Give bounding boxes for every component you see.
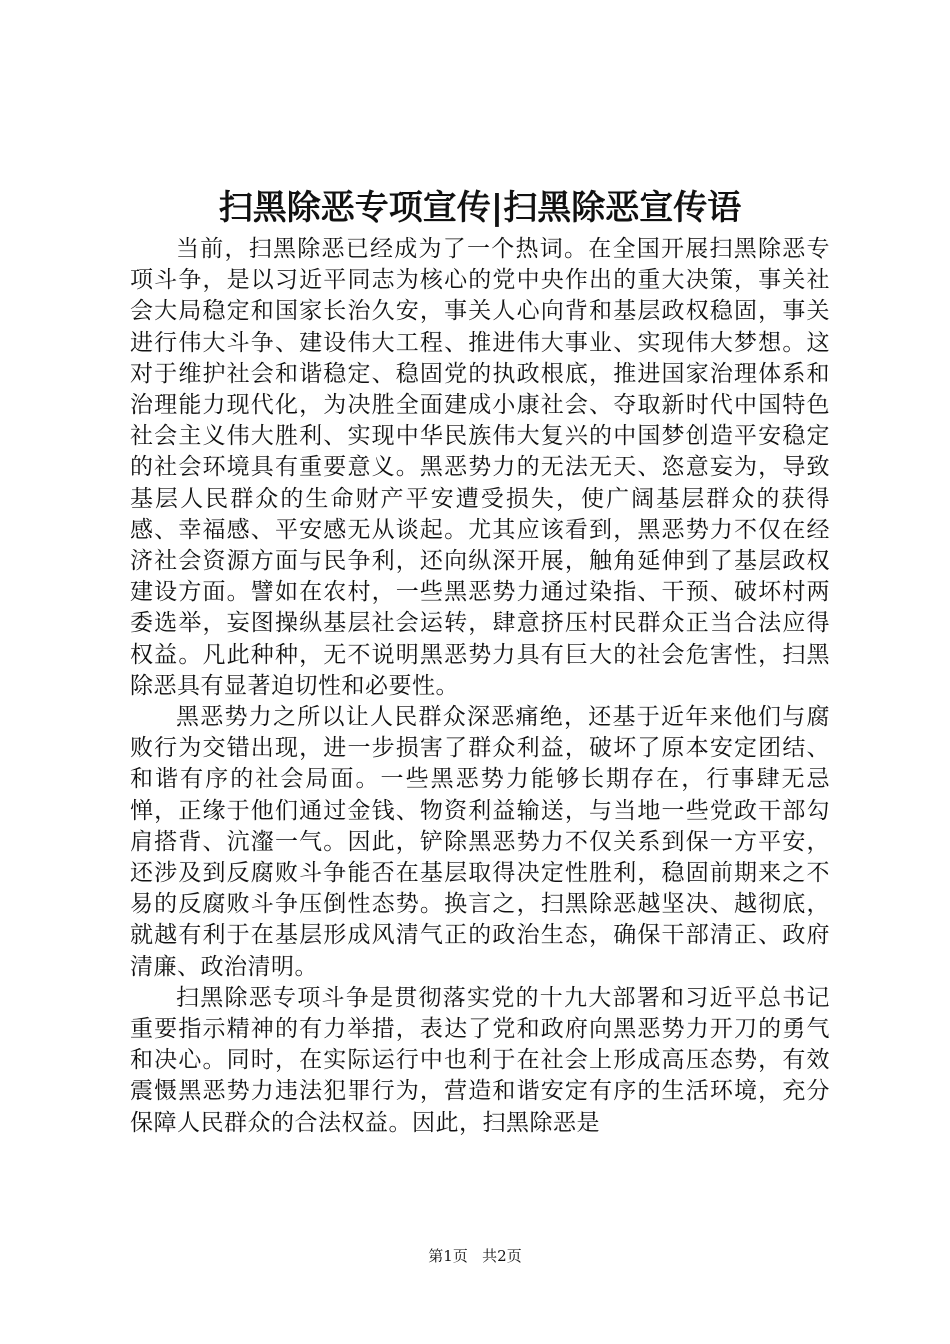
page-number: 第1页: [428, 1247, 468, 1265]
paragraph-2: 黑恶势力之所以让人民群众深恶痛绝，还基于近年来他们与腐败行为交错出现，进一步损害了群众利益，破坏了原本安定团结、和谐有序的社会局面。一些黑恶势力能够长期存在，行事肆无忌惮，正缘于他们通过金钱、物资利益输送，与当地一些党政干部勾肩搭背、沆瀣一气。因此，铲除黑恶势力不仅关系到保一方平安，还涉及到反腐败斗争能否在基层取得决定性胜利，稳固前期来之不易的反腐败斗争压倒性态势。换言之，扫黑除恶越坚决、越彻底，就越有利于在基层形成风清气正的政治生态，确保干部清正、政府清廉、政治清明。: [130, 704, 830, 980]
document-title: 扫黑除恶专项宣传|扫黑除恶宣传语: [218, 188, 742, 228]
paragraph-3: 扫黑除恶专项斗争是贯彻落实党的十九大部署和习近平总书记重要指示精神的有力举措，表达了党和政府向黑恶势力开刀的勇气和决心。同时，在实际运行中也利于在社会上形成高压态势，有效震慑黑恶势力违法犯罪行为，营造和谐安定有序的生活环境，充分保障人民群众的合法权益。因此，扫黑除恶是: [130, 984, 830, 1136]
document-body: [130, 234, 830, 1139]
page-total: 共2页: [482, 1247, 522, 1265]
paragraph-1: 当前，扫黑除恶已经成为了一个热词。在全国开展扫黑除恶专项斗争，是以习近平同志为核心的党中央作出的重大决策，事关社会大局稳定和国家长治久安，事关人心向背和基层政权稳固，事关进行伟大斗争、建设伟大工程、推进伟大事业、实现伟大梦想。这对于维护社会和谐稳定、稳固党的执政根底，推进国家治理体系和治理能力现代化，为决胜全面建成小康社会、夺取新时代中国特色社会主义伟大胜利、实现中华民族伟大复兴的中国梦创造平安稳定的社会环境具有重要意义。黑恶势力的无法无天、恣意妄为，导致基层人民群众的生命财产平安遭受损失，使广阔基层群众的获得感、幸福感、平安感无从谈起。尤其应该看到，黑恶势力不仅在经济社会资源方面与民争利，还向纵深开展，触角延伸到了基层政权建设方面。譬如在农村，一些黑恶势力通过染指、干预、破坏村两委选举，妄图操纵基层社会运转，肆意挤压村民群众正当合法应得权益。凡此种种，无不说明黑恶势力具有巨大的社会危害性，扫黑除恶具有显著迫切性和必要性。: [130, 236, 830, 699]
page-footer: [0, 1246, 950, 1266]
